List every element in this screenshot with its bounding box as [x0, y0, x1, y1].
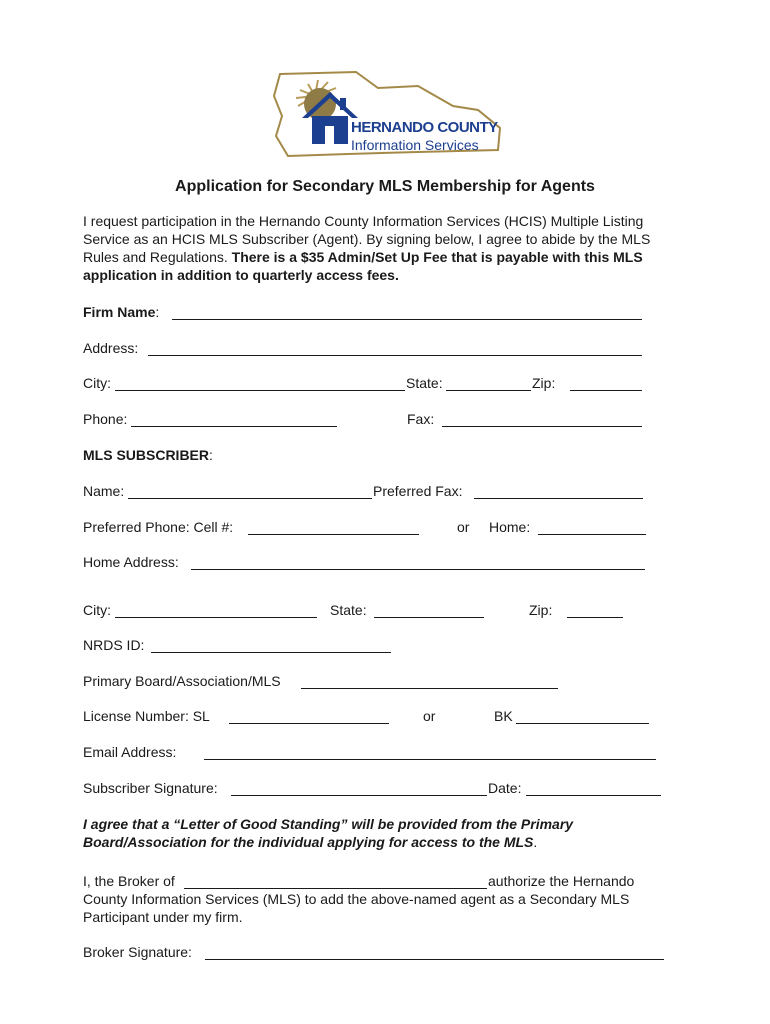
phone-label: Phone:: [83, 411, 128, 427]
preferred-fax-field[interactable]: [474, 498, 643, 499]
broker-prefix-label: I, the Broker of: [83, 873, 175, 889]
home-phone-label: Home:: [489, 519, 531, 535]
intro-fee-notice: There is a $35 Admin/Set Up Fee that is payable with this MLS application in addition to quarterly access fees.: [83, 249, 643, 283]
firm-name-label: Firm Name:: [83, 304, 160, 320]
broker-signature-field[interactable]: [205, 959, 664, 960]
subscriber-state-field[interactable]: [374, 617, 484, 618]
broker-authorization-text: County Information Services (MLS) to add the above-named agent as a Secondary MLS Participant under my firm.: [83, 891, 630, 925]
state-field[interactable]: [446, 390, 531, 391]
subscriber-signature-field[interactable]: [231, 795, 487, 796]
zip-field[interactable]: [570, 390, 642, 391]
primary-board-label: Primary Board/Association/MLS: [83, 673, 281, 689]
phone-field[interactable]: [131, 426, 337, 427]
good-standing-agreement: I agree that a “Letter of Good Standing” will be provided from the Primary Board/Association for the individual applying for access to the MLS.: [83, 816, 574, 850]
preferred-fax-label: Preferred Fax:: [373, 483, 463, 499]
date-label: Date:: [488, 780, 522, 796]
cell-phone-field[interactable]: [248, 534, 419, 535]
logo-text-county: HERNANDO COUNTY: [351, 119, 498, 136]
license-or-label: or: [423, 708, 436, 724]
email-address-field[interactable]: [204, 759, 656, 760]
city-label: City:: [83, 375, 111, 391]
subscriber-city-field[interactable]: [115, 617, 317, 618]
license-bk-label: BK: [494, 708, 513, 724]
email-address-label: Email Address:: [83, 744, 177, 760]
house-door-shape: [325, 126, 334, 144]
license-sl-field[interactable]: [229, 723, 389, 724]
primary-board-field[interactable]: [301, 688, 558, 689]
broker-suffix-label: authorize the Hernando: [488, 873, 635, 889]
page-title: Application for Secondary MLS Membership for Agents: [175, 178, 595, 195]
subscriber-signature-label: Subscriber Signature:: [83, 780, 218, 796]
fax-label: Fax:: [407, 411, 435, 427]
firm-name-field[interactable]: [172, 319, 642, 320]
broker-firm-field[interactable]: [184, 888, 487, 889]
state-label: State:: [406, 375, 443, 391]
license-number-label: License Number: SL: [83, 708, 210, 724]
address-label: Address:: [83, 340, 139, 356]
fax-field[interactable]: [442, 426, 642, 427]
mls-subscriber-heading: MLS SUBSCRIBER:: [83, 447, 213, 463]
preferred-phone-label: Preferred Phone: Cell #:: [83, 519, 234, 535]
broker-signature-label: Broker Signature:: [83, 944, 192, 960]
logo-text-services: Information Services: [351, 137, 479, 153]
city-field[interactable]: [115, 390, 405, 391]
name-field[interactable]: [128, 498, 372, 499]
home-address-label: Home Address:: [83, 554, 179, 570]
nrds-id-label: NRDS ID:: [83, 637, 145, 653]
license-bk-field[interactable]: [516, 723, 649, 724]
subscriber-zip-label: Zip:: [529, 602, 553, 618]
zip-label: Zip:: [532, 375, 556, 391]
subscriber-city-label: City:: [83, 602, 111, 618]
house-chimney-shape: [340, 98, 346, 110]
home-phone-field[interactable]: [538, 534, 646, 535]
intro-text: I request participation in the Hernando County Information Services (HCIS) Multiple Listing Service as an HCIS MLS Subscriber (Agent). By signing below, I agree to abide by the MLS Rules and Regulations.: [83, 213, 651, 265]
subscriber-state-label: State:: [330, 602, 367, 618]
date-field[interactable]: [526, 795, 661, 796]
or-label: or: [457, 519, 470, 535]
home-address-field[interactable]: [191, 569, 645, 570]
name-label: Name:: [83, 483, 125, 499]
intro-paragraph: [83, 212, 683, 284]
address-field[interactable]: [148, 355, 642, 356]
subscriber-zip-field[interactable]: [567, 617, 623, 618]
nrds-id-field[interactable]: [151, 652, 391, 653]
